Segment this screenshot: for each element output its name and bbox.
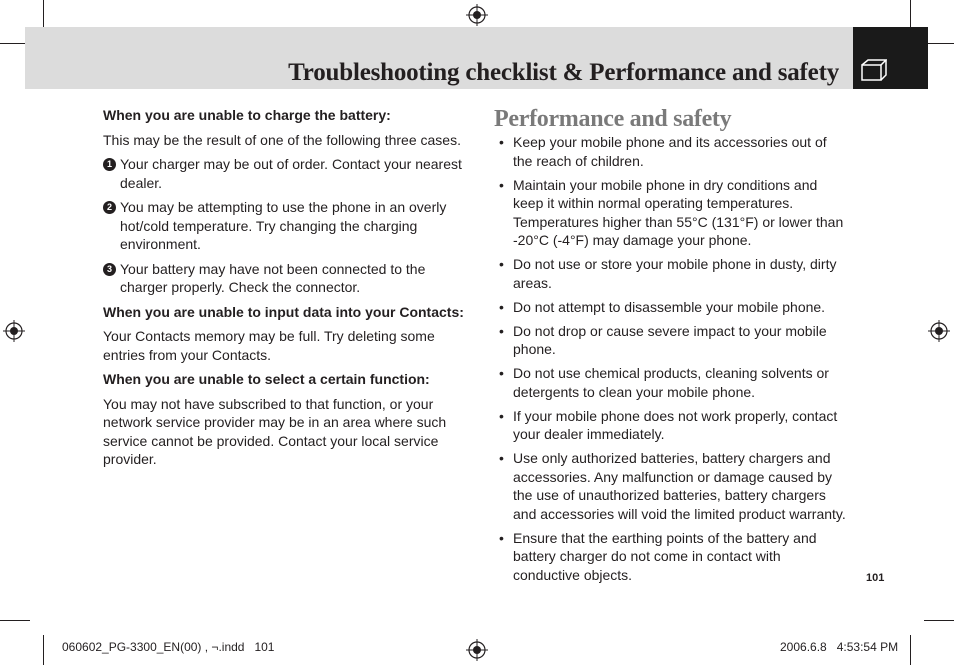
registration-mark-icon bbox=[3, 320, 25, 342]
crop-mark bbox=[924, 43, 954, 44]
section-heading: When you are unable to charge the battery: bbox=[103, 107, 391, 123]
list-item bbox=[494, 133, 846, 170]
troubleshooting-column bbox=[103, 106, 465, 469]
section-heading: When you are unable to select a certain function: bbox=[103, 371, 430, 387]
list-item bbox=[494, 255, 846, 292]
list-item-text: Do not use chemical products, cleaning solvents or detergents to clean your mobile phone. bbox=[513, 365, 829, 400]
list-item-text: Use only authorized batteries, battery chargers and accessories. Any malfunction or damage caused by the use of unauthorized batteries, battery chargers and accessories will void the limited product warranty. bbox=[513, 450, 846, 522]
list-item-text: Ensure that the earthing points of the battery and battery charger do not come in contact with conductive objects. bbox=[513, 529, 817, 583]
list-item-text: Do not drop or cause severe impact to your mobile phone. bbox=[513, 322, 827, 357]
number-marker: 2 bbox=[103, 201, 116, 214]
section-body: Your Contacts memory may be full. Try deleting some entries from your Contacts. bbox=[103, 328, 435, 363]
numbered-item bbox=[103, 260, 465, 297]
numbered-item-text: Your charger may be out of order. Contact your nearest dealer. bbox=[120, 156, 462, 191]
section-title: Performance and safety bbox=[494, 106, 732, 132]
bullet: • bbox=[499, 298, 504, 315]
bullet: • bbox=[499, 407, 504, 424]
numbered-item-text: Your battery may have not been connected to the charger properly. Check the connector. bbox=[120, 260, 426, 295]
bullet: • bbox=[499, 176, 504, 193]
list-item bbox=[494, 176, 846, 250]
bullet: • bbox=[499, 134, 504, 150]
registration-mark-icon bbox=[466, 4, 488, 26]
number-marker: 3 bbox=[103, 263, 116, 276]
section-intro: This may be the result of one of the following three cases. bbox=[103, 131, 461, 148]
section-heading: When you are unable to input data into your Contacts: bbox=[103, 303, 464, 320]
page-number: 101 bbox=[866, 572, 885, 584]
crop-mark bbox=[924, 620, 954, 621]
numbered-item bbox=[103, 155, 465, 192]
list-item bbox=[494, 322, 846, 359]
crop-mark bbox=[0, 620, 30, 621]
book-icon bbox=[859, 58, 887, 84]
crop-mark bbox=[910, 0, 911, 30]
page-title: Troubleshooting checklist & Performance and safety bbox=[288, 59, 839, 86]
footer-timestamp: 2006.6.8 4:53:54 PM bbox=[780, 640, 899, 654]
numbered-item bbox=[103, 198, 465, 254]
list-item bbox=[494, 529, 846, 585]
list-item bbox=[494, 449, 846, 523]
list-item-text: Keep your mobile phone and its accessories out of the reach of children. bbox=[513, 134, 827, 169]
footer-file-info: 060602_PG-3300_EN(00) , ¬.indd 101 bbox=[62, 640, 275, 654]
list-item-text: If your mobile phone does not work properly, contact your dealer immediately. bbox=[513, 407, 838, 442]
list-item bbox=[494, 298, 846, 317]
crop-mark bbox=[43, 635, 44, 665]
list-item bbox=[494, 364, 846, 401]
bullet: • bbox=[499, 529, 504, 546]
performance-safety-column bbox=[494, 106, 846, 590]
bullet: • bbox=[499, 256, 504, 272]
list-item-text: Do not attempt to disassemble your mobile phone. bbox=[513, 298, 826, 315]
bullet: • bbox=[499, 322, 504, 339]
crop-mark bbox=[43, 0, 44, 30]
list-item bbox=[494, 407, 846, 444]
bullet: • bbox=[499, 365, 504, 381]
list-item-text: Maintain your mobile phone in dry conditions and keep it within normal operating temperatures. Temperatures higher than 55°C (131°F) or lower than -20°C (-4°F) may damage your phone. bbox=[513, 176, 844, 248]
list-item-text: Do not use or store your mobile phone in dusty, dirty areas. bbox=[513, 256, 837, 291]
crop-mark bbox=[910, 635, 911, 665]
section-body: You may not have subscribed to that function, or your network service provider may be in an area where such service cannot be provided. Contact your local service provider. bbox=[103, 395, 447, 467]
number-marker: 1 bbox=[103, 158, 116, 171]
bullet: • bbox=[499, 450, 504, 466]
registration-mark-icon bbox=[466, 639, 488, 661]
registration-mark-icon bbox=[928, 320, 950, 342]
numbered-item-text: You may be attempting to use the phone in an overly hot/cold temperature. Try changing the charging environment. bbox=[120, 199, 447, 252]
